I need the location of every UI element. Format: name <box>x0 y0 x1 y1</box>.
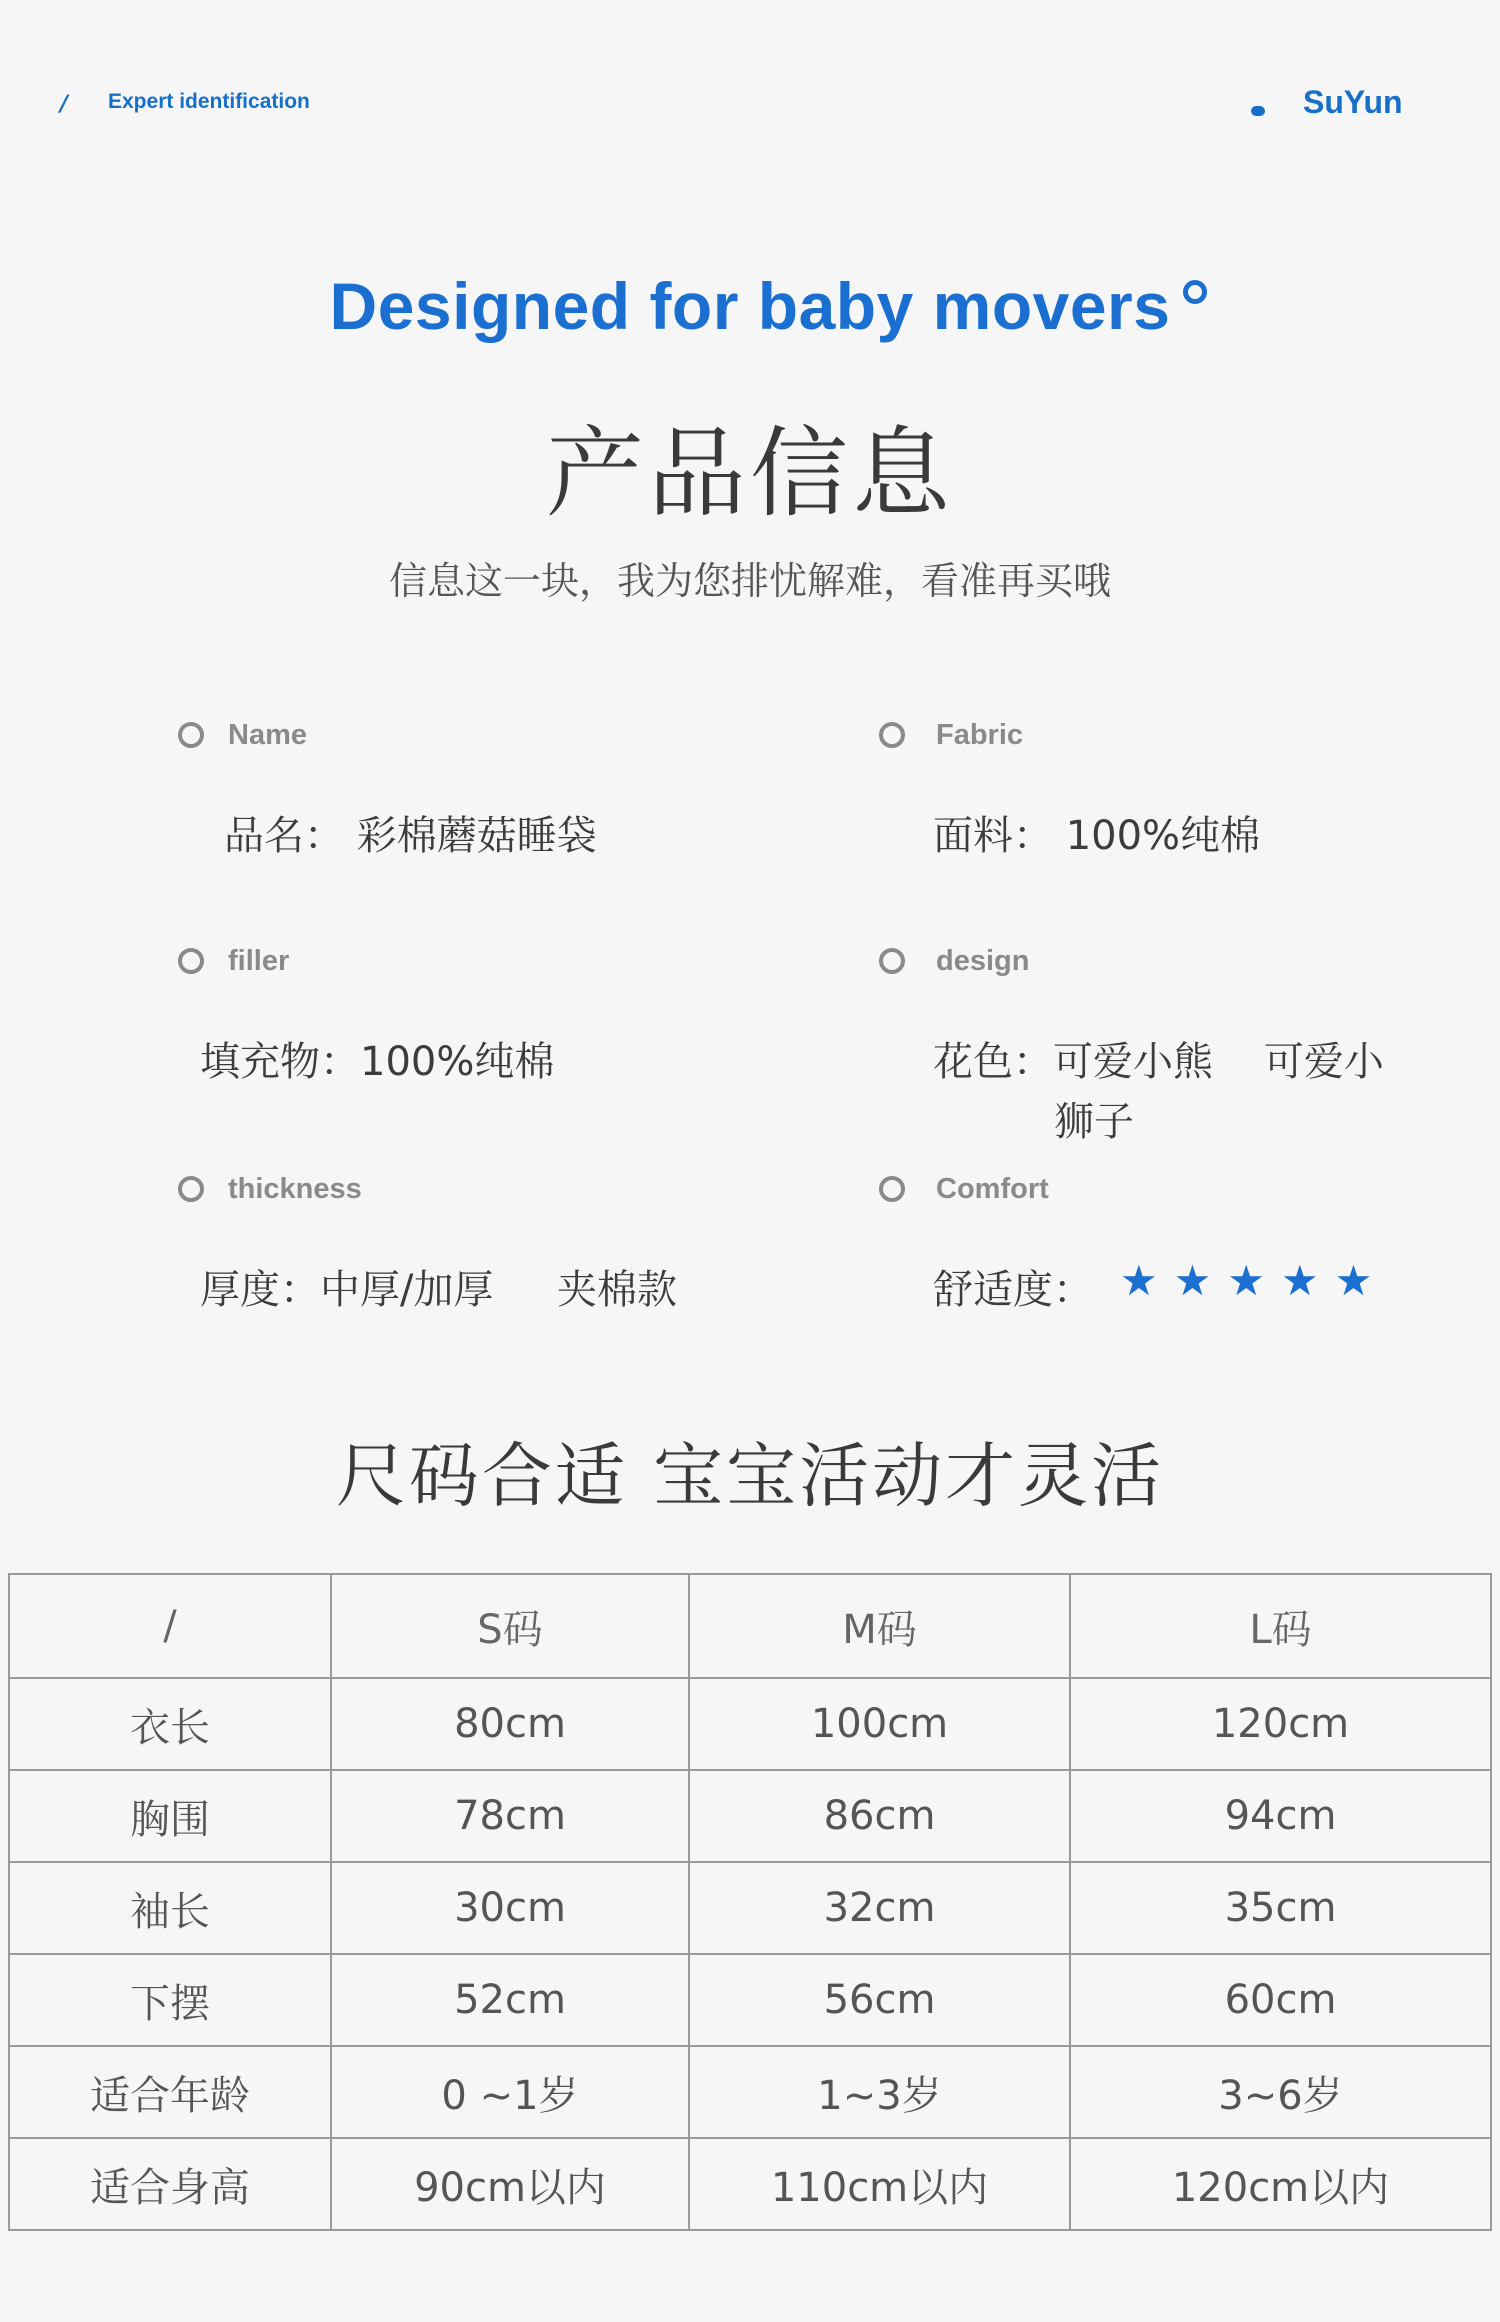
table-header-cell: S码 <box>331 1574 689 1678</box>
fabric-label: Fabric <box>936 719 1024 751</box>
thickness-label: thickness <box>228 1173 362 1205</box>
table-row <box>9 1862 1491 1954</box>
circle-bullet-icon <box>879 948 905 974</box>
page-title: 产品信息 <box>545 417 954 531</box>
circle-bullet-icon <box>178 1176 204 1202</box>
table-cell: 1~3岁 <box>689 2046 1070 2138</box>
filler-value: 填充物：100%纯棉 <box>200 1039 555 1085</box>
table-cell: 120cm以内 <box>1070 2138 1491 2230</box>
table-cell: 120cm <box>1070 1678 1491 1770</box>
design-value-line1: 花色：可爱小熊 可爱小 <box>933 1039 1384 1085</box>
page-subtitle: 信息这一块，我为您排忧解难，看准再买哦 <box>388 559 1111 603</box>
table-cell: 94cm <box>1070 1770 1491 1862</box>
table-row-label: 下摆 <box>9 1954 331 2046</box>
name-value: 品名： 彩棉蘑菇睡袋 <box>224 813 597 859</box>
star-icon: ★ <box>1280 1256 1319 1305</box>
comfort-rating <box>1120 1258 1372 1304</box>
table-row-label: 衣长 <box>9 1678 331 1770</box>
design-label: design <box>936 945 1030 977</box>
table-cell: 35cm <box>1070 1862 1491 1954</box>
star-icon: ★ <box>1334 1256 1373 1305</box>
table-cell: 100cm <box>689 1678 1070 1770</box>
table-cell: 90cm以内 <box>331 2138 689 2230</box>
table-cell: 52cm <box>331 1954 689 2046</box>
table-header-cell: M码 <box>689 1574 1070 1678</box>
star-icon: ★ <box>1227 1256 1265 1305</box>
table-row <box>9 2046 1491 2138</box>
table-header-cell: / <box>9 1574 331 1678</box>
table-cell: 60cm <box>1070 1954 1491 2046</box>
table-row-label: 适合身高 <box>9 2138 331 2230</box>
table-row-label: 适合年龄 <box>9 2046 331 2138</box>
table-cell: 110cm以内 <box>689 2138 1070 2230</box>
table-cell: 0 ~1岁 <box>331 2046 689 2138</box>
table-row <box>9 1678 1491 1770</box>
top-bar <box>0 0 1500 180</box>
table-row <box>9 2138 1491 2230</box>
table-cell: 78cm <box>331 1770 689 1862</box>
brand-logo: SuYun <box>1303 84 1403 120</box>
circle-bullet-icon <box>879 1176 905 1202</box>
table-cell: 56cm <box>689 1954 1070 2046</box>
star-icon: ★ <box>1173 1256 1212 1305</box>
size-section-title: 尺码合适 宝宝活动才灵活 <box>335 1435 1165 1517</box>
circle-bullet-icon <box>879 722 905 748</box>
expert-identification-label: Expert identification <box>108 90 310 113</box>
table-cell: 86cm <box>689 1770 1070 1862</box>
size-table <box>8 1573 1492 2231</box>
hero-headline <box>0 268 1500 344</box>
table-cell: 80cm <box>331 1678 689 1770</box>
headline-text: Designed for baby movers <box>329 269 1171 343</box>
slash-mark: / <box>60 92 69 117</box>
size-table-header-row <box>9 1574 1491 1678</box>
table-cell: 3~6岁 <box>1070 2046 1491 2138</box>
name-label: Name <box>228 719 307 751</box>
filler-label: filler <box>228 945 290 977</box>
table-cell: 30cm <box>331 1862 689 1954</box>
circle-bullet-icon <box>178 948 204 974</box>
thickness-value: 厚度：中厚/加厚 夹棉款 <box>200 1267 678 1313</box>
table-row-label: 胸围 <box>9 1770 331 1862</box>
design-value-line2: 狮子 <box>1054 1099 1134 1145</box>
fabric-value: 面料： 100%纯棉 <box>933 813 1261 859</box>
table-row <box>9 1954 1491 2046</box>
comfort-value: 舒适度： <box>933 1267 1093 1313</box>
table-cell: 32cm <box>689 1862 1070 1954</box>
circle-bullet-icon <box>178 722 204 748</box>
table-row <box>9 1770 1491 1862</box>
table-header-cell: L码 <box>1070 1574 1491 1678</box>
table-row-label: 袖长 <box>9 1862 331 1954</box>
star-icon: ★ <box>1120 1256 1158 1305</box>
comfort-label: Comfort <box>936 1173 1049 1205</box>
brand-dot-icon <box>1251 106 1265 116</box>
degree-circle-icon <box>1183 280 1207 304</box>
